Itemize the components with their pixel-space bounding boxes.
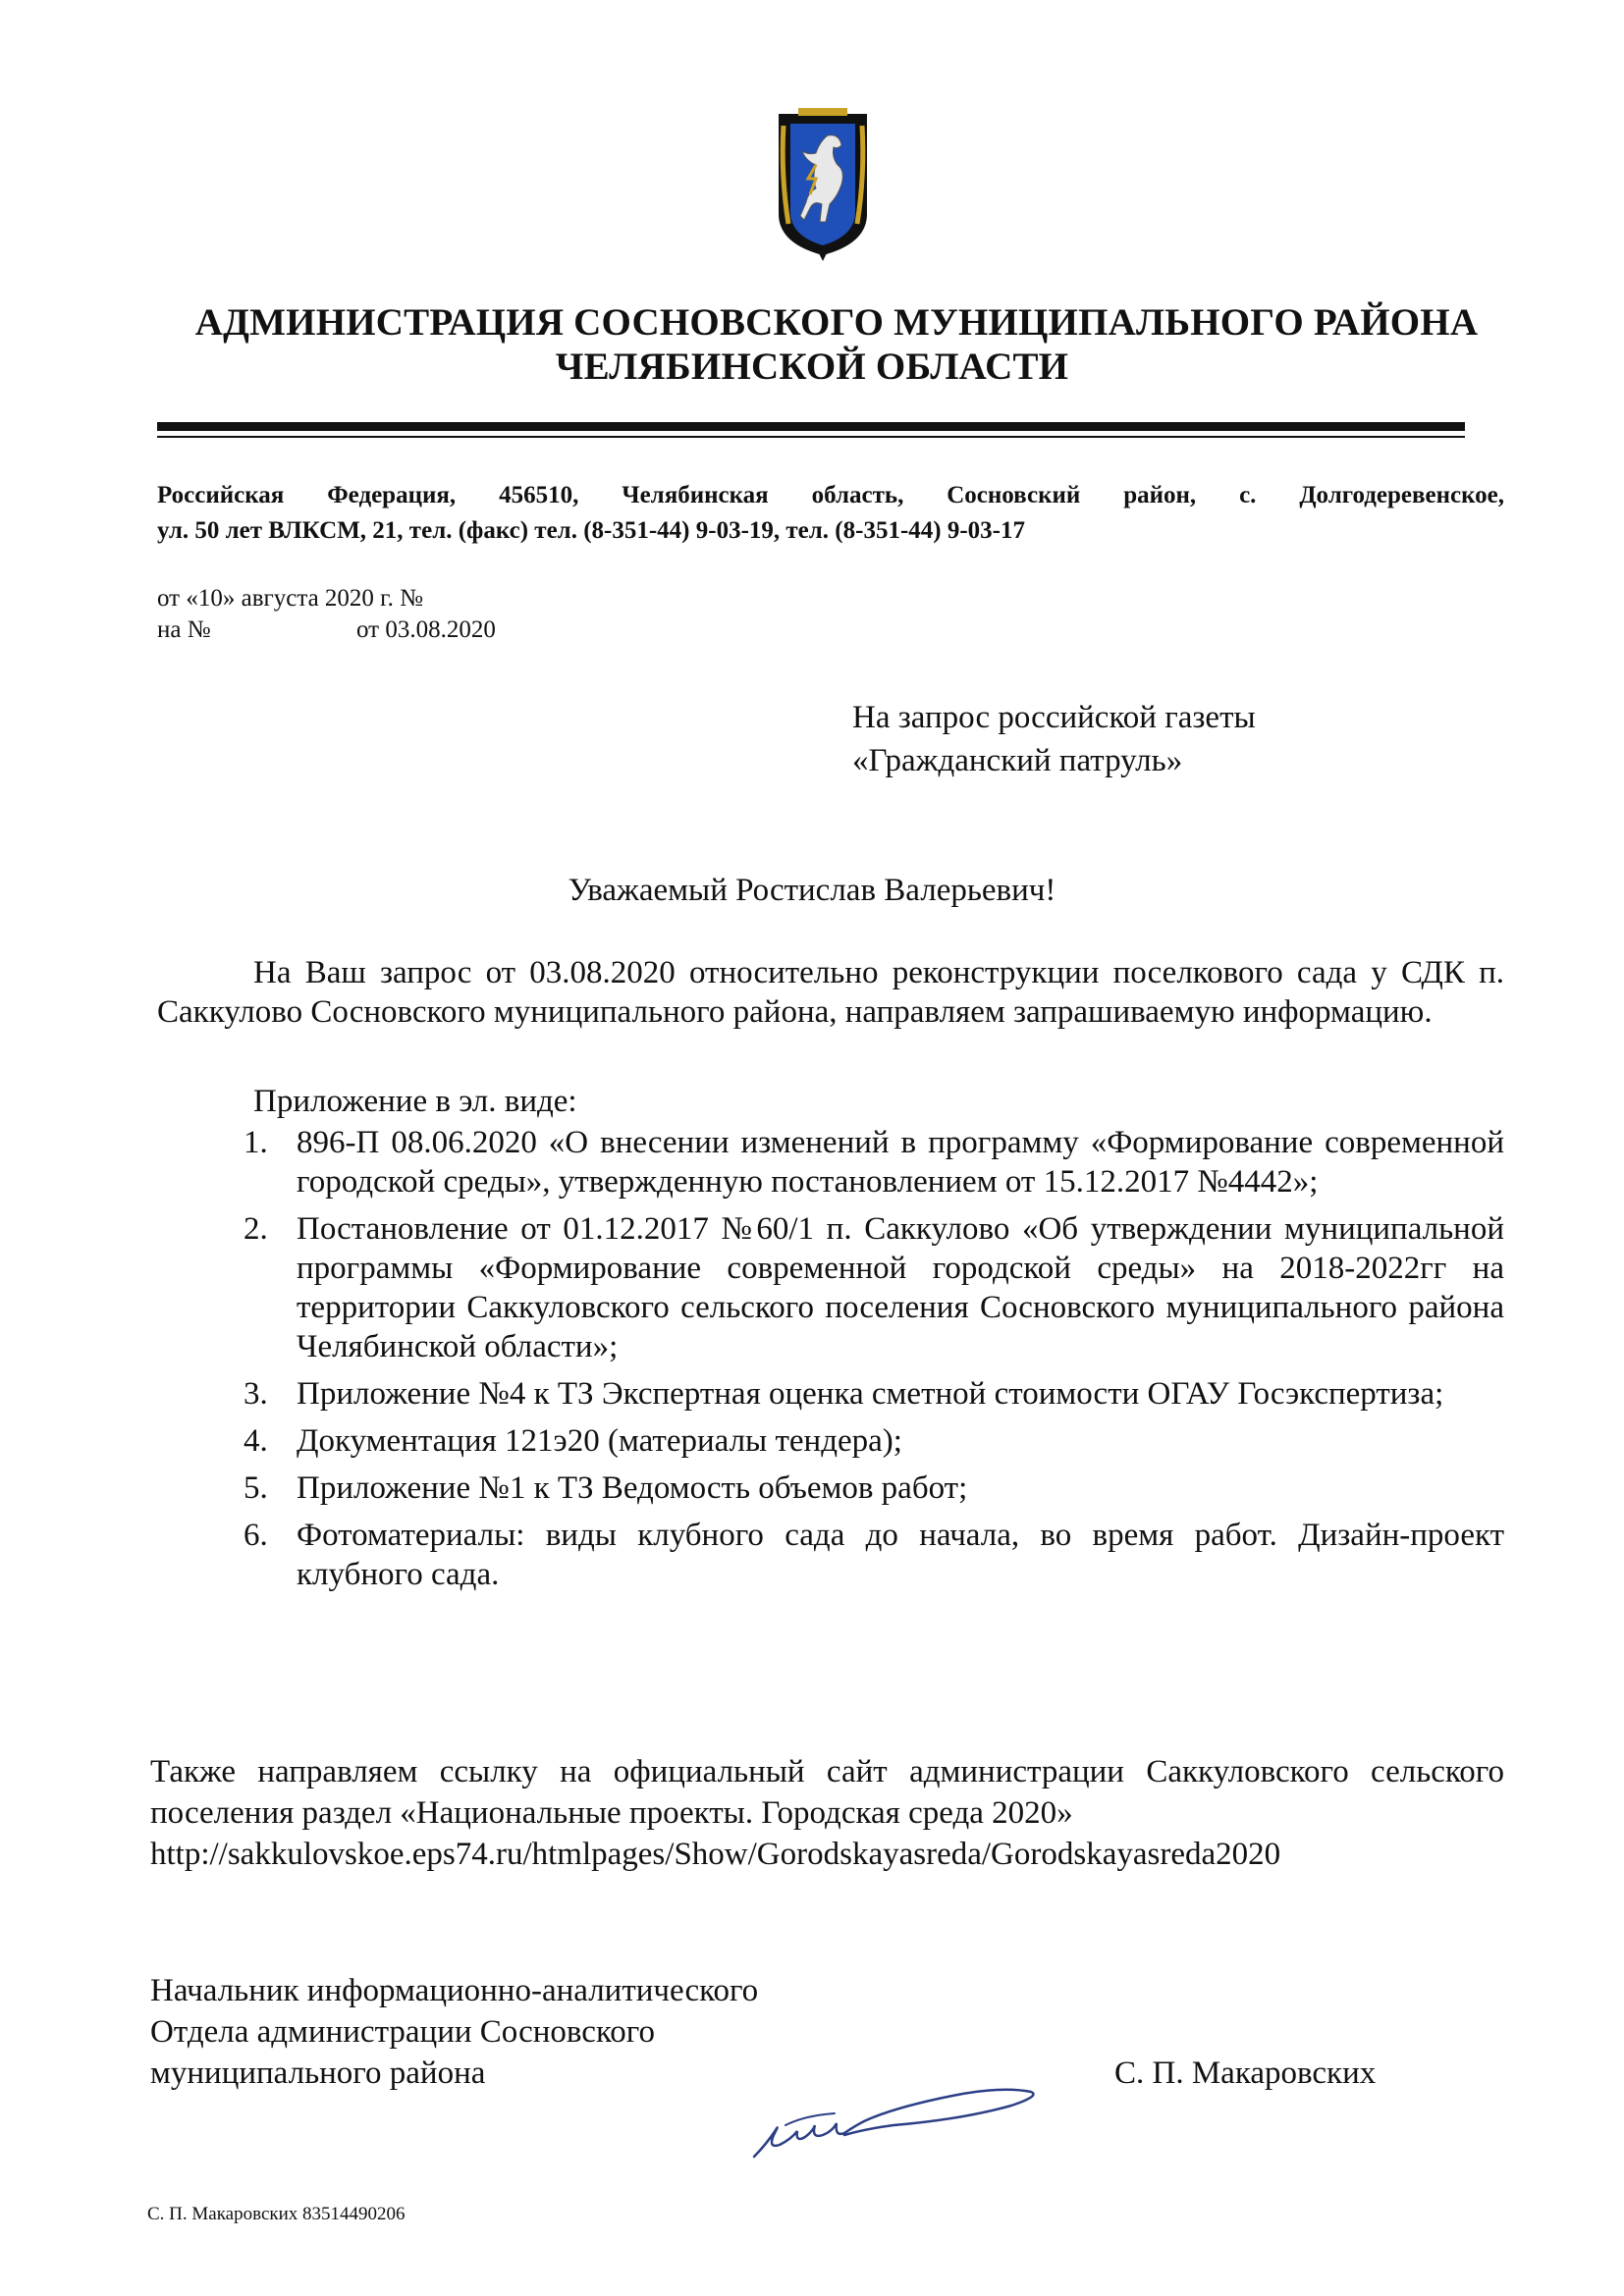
- address-line-2: ул. 50 лет ВЛКСМ, 21, тел. (факс) тел. (8-351-44) 9-03-19, тел. (8-351-44) 9-03-17: [157, 517, 1025, 544]
- list-item: [244, 1209, 1504, 1366]
- header-rule-thick: [157, 422, 1465, 431]
- website-link[interactable]: http://sakkulovskoe.eps74.ru/htmlpages/Show/Gorodskayasreda/Gorodskayasreda2020: [150, 1837, 1281, 1872]
- list-item-number: 5.: [244, 1470, 268, 1506]
- incoming-number-label: на №: [157, 616, 211, 643]
- link-paragraph: [150, 1751, 1504, 1875]
- list-item: [244, 1123, 1504, 1201]
- outgoing-number-date: от «10» августа 2020 г. №: [157, 585, 423, 612]
- list-item-text: 896-П 08.06.2020 «О внесении изменений в программу «Формирование современной городской среды», утвержденную постановлением от 15.12.2017 №4442»;: [297, 1125, 1504, 1200]
- executor-note: С. П. Макаровских 83514490206: [147, 2204, 406, 2224]
- signer-position-line-3: муниципального района: [150, 2056, 486, 2091]
- handwritten-signature: [746, 2086, 1070, 2164]
- list-item: [244, 1421, 1504, 1461]
- list-item-text: Приложение №1 к ТЗ Ведомость объемов работ;: [297, 1470, 968, 1506]
- intro-paragraph: На Ваш запрос от 03.08.2020 относительно реконструкции поселкового сада у СДК п. Саккулово Сосновского муниципального района, направляем запрашиваемую информацию.: [157, 955, 1504, 1030]
- list-item-number: 6.: [244, 1518, 268, 1553]
- list-item-number: 4.: [244, 1423, 268, 1459]
- coat-of-arms-icon: [769, 106, 877, 261]
- list-item: [244, 1516, 1504, 1594]
- attachments-label: Приложение в эл. виде:: [253, 1084, 577, 1119]
- list-item: [244, 1374, 1504, 1414]
- incoming-date: от 03.08.2020: [356, 616, 496, 643]
- signer-position: [150, 1970, 758, 2094]
- list-item-text: Фотоматериалы: виды клубного сада до начала, во время работ. Дизайн-проект клубного сада.: [297, 1518, 1504, 1592]
- attachments-list: [244, 1123, 1504, 1602]
- list-item-number: 2.: [244, 1211, 268, 1247]
- organization-region: ЧЕЛЯБИНСКОЙ ОБЛАСТИ: [555, 346, 1069, 388]
- signer-position-line-1: Начальник информационно-аналитического: [150, 1973, 759, 2008]
- header-rule-thin: [157, 436, 1465, 438]
- list-item-text: Приложение №4 к ТЗ Экспертная оценка сметной стоимости ОГАУ Госэкспертиза;: [297, 1376, 1444, 1412]
- list-item-number: 1.: [244, 1125, 268, 1160]
- addressee-line-1: На запрос российской газеты: [852, 700, 1256, 735]
- signer-position-line-2: Отдела администрации Сосновского: [150, 2014, 656, 2050]
- salutation: Уважаемый Ростислав Валерьевич!: [568, 873, 1056, 908]
- list-item: [244, 1468, 1504, 1508]
- address-line-1: Российская Федерация, 456510, Челябинская область, Сосновский район, с. Долгодеревенское,: [157, 482, 1504, 508]
- link-intro-text: Также направляем ссылку на официальный сайт администрации Саккуловского сельского поселения раздел «Национальные проекты. Городская среда 2020»: [150, 1754, 1504, 1831]
- list-item-number: 3.: [244, 1376, 268, 1412]
- organization-title: АДМИНИСТРАЦИЯ СОСНОВСКОГО МУНИЦИПАЛЬНОГО РАЙОНА: [194, 301, 1479, 344]
- list-item-text: Постановление от 01.12.2017 №60/1 п. Саккулово «Об утверждении муниципальной программы «Формирование современной городской среды» на 2018-2022гг на территории Саккуловского сельского поселения Сосновского муниципального района Челябинской области»;: [297, 1211, 1504, 1364]
- addressee-line-2: «Гражданский патруль»: [852, 743, 1183, 778]
- signer-name: С. П. Макаровских: [1114, 2056, 1377, 2091]
- list-item-text: Документация 121э20 (материалы тендера);: [297, 1423, 902, 1459]
